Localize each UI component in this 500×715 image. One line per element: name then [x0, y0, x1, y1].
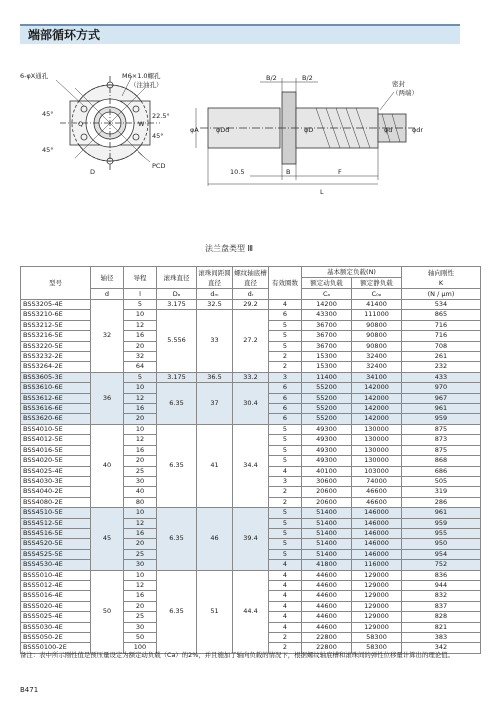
model-cell: BSS4040-2E [21, 487, 91, 497]
model-cell: BSS3232-2E [21, 352, 91, 362]
static-load-cell: 142000 [352, 383, 402, 393]
lead-cell: 16 [124, 445, 157, 455]
turns-cell: 5 [269, 320, 302, 330]
lead-cell: 12 [124, 393, 157, 403]
model-cell: BSS5050-2E [21, 633, 91, 643]
header-root: 螺纹轴底槽直径 [234, 268, 267, 287]
table-row [21, 300, 481, 310]
stiffness-cell: 959 [402, 414, 481, 424]
lead-cell: 30 [124, 476, 157, 486]
flange-type-caption: 法兰盘类型 Ⅲ [205, 244, 254, 253]
spec-table [20, 266, 481, 654]
technical-drawing [20, 56, 480, 256]
stiffness-cell: 716 [402, 331, 481, 341]
angle-label: 45° [152, 132, 164, 140]
dynamic-load-cell: 15300 [302, 362, 352, 372]
dynamic-load-cell: 51400 [302, 549, 352, 559]
lead-cell: 10 [124, 570, 157, 580]
stiffness-cell: 868 [402, 456, 481, 466]
static-load-cell: 129000 [352, 622, 402, 632]
static-load-cell: 58300 [352, 643, 402, 653]
model-cell: BSS3210-6E [21, 310, 91, 320]
turns-cell: 4 [269, 560, 302, 570]
turns-cell: 6 [269, 393, 302, 403]
lead-cell: 100 [124, 643, 157, 653]
turns-cell: 2 [269, 633, 302, 643]
turns-cell: 5 [269, 508, 302, 518]
turns-cell: 6 [269, 404, 302, 414]
l-label: L [320, 188, 324, 196]
phi-a-label: φA [190, 126, 199, 134]
phi-d-shaft-label: φd [384, 126, 393, 134]
pitch-circle-cell: 33 [197, 310, 233, 372]
footnote: 备注：表中所示刚性值是预压量设定为额定动负载（Ca）的2%，并且施加了轴向负载的情况下，根据螺纹轴底槽和滚珠间的弹性位移量计算出的理论值。 [20, 651, 454, 659]
turns-cell: 4 [269, 612, 302, 622]
model-cell: BSS3620-6E [21, 414, 91, 424]
turns-cell: 5 [269, 445, 302, 455]
stiffness-cell: 955 [402, 528, 481, 538]
stiffness-cell: 686 [402, 466, 481, 476]
static-load-cell: 130000 [352, 435, 402, 445]
dynamic-load-cell: 55200 [302, 383, 352, 393]
model-cell: BSS5010-4E [21, 570, 91, 580]
static-load-cell: 32400 [352, 362, 402, 372]
turns-cell: 3 [269, 476, 302, 486]
dynamic-load-cell: 51400 [302, 528, 352, 538]
header-dynamic: 额定动负载 [302, 278, 352, 289]
turns-cell: 5 [269, 331, 302, 341]
turns-cell: 4 [269, 591, 302, 601]
ball-diameter-cell: 3.175 [157, 300, 197, 310]
static-load-cell: 142000 [352, 414, 402, 424]
lead-cell: 16 [124, 404, 157, 414]
symbol-shaft: d [91, 289, 124, 300]
turns-cell: 5 [269, 539, 302, 549]
dynamic-load-cell: 49300 [302, 424, 352, 434]
pitch-circle-cell: 32.5 [197, 300, 233, 310]
static-load-cell: 90800 [352, 320, 402, 330]
lead-cell: 20 [124, 414, 157, 424]
stiffness-cell: 950 [402, 539, 481, 549]
stiffness-cell: 873 [402, 435, 481, 445]
symbol-lead: l [124, 289, 157, 300]
lead-cell: 25 [124, 612, 157, 622]
dynamic-load-cell: 44600 [302, 612, 352, 622]
symbol-ball: Dₐ [157, 289, 197, 300]
static-load-cell: 129000 [352, 601, 402, 611]
static-load-cell: 41400 [352, 300, 402, 310]
lead-cell: 12 [124, 320, 157, 330]
lead-cell: 20 [124, 539, 157, 549]
header-stiffness-symbol: K [438, 278, 444, 287]
model-cell: BSS5030-4E [21, 622, 91, 632]
lead-cell: 50 [124, 633, 157, 643]
turns-cell: 4 [269, 622, 302, 632]
model-cell: BSS3616-6E [21, 404, 91, 414]
pitch-circle-cell: 37 [197, 383, 233, 425]
model-cell: BSS4030-3E [21, 476, 91, 486]
lead-cell: 20 [124, 456, 157, 466]
lead-cell: 5 [124, 300, 157, 310]
lead-cell: 20 [124, 341, 157, 351]
lead-cell: 10 [124, 508, 157, 518]
static-load-cell: 146000 [352, 549, 402, 559]
lead-cell: 12 [124, 435, 157, 445]
model-cell: BSS4516-5E [21, 528, 91, 538]
dynamic-load-cell: 51400 [302, 508, 352, 518]
static-load-cell: 146000 [352, 508, 402, 518]
half-b-label: B/2 [266, 74, 277, 82]
turns-cell: 2 [269, 497, 302, 507]
table-row [21, 570, 481, 580]
shaft-diameter-cell: 32 [91, 300, 124, 373]
lead-cell: 30 [124, 622, 157, 632]
model-cell: BSS4512-5E [21, 518, 91, 528]
ball-diameter-cell: 6.35 [157, 383, 197, 425]
model-cell: BSS4016-5E [21, 445, 91, 455]
model-cell: BSS4010-5E [21, 424, 91, 434]
model-cell: BSS3612-6E [21, 393, 91, 403]
dynamic-load-cell: 44600 [302, 591, 352, 601]
stiffness-cell: 752 [402, 560, 481, 570]
stiffness-cell: 959 [402, 518, 481, 528]
dynamic-load-cell: 15300 [302, 352, 352, 362]
dynamic-load-cell: 30600 [302, 476, 352, 486]
f-label: F [338, 168, 342, 176]
symbol-root: dᵣ [233, 289, 269, 300]
lead-cell: 20 [124, 601, 157, 611]
pitch-circle-cell: 41 [197, 424, 233, 507]
ball-diameter-cell: 3.175 [157, 372, 197, 382]
static-load-cell: 103000 [352, 466, 402, 476]
stiffness-cell: 961 [402, 404, 481, 414]
lead-cell: 12 [124, 580, 157, 590]
header-stiffness [402, 267, 481, 289]
pitch-circle-cell: 46 [197, 508, 233, 570]
model-cell: BSS3212-5E [21, 320, 91, 330]
table-row [21, 372, 481, 382]
stiffness-cell: 342 [402, 643, 481, 653]
stiffness-cell: 875 [402, 424, 481, 434]
angle-label: 45° [42, 146, 54, 154]
header-pcd: 滚珠间距圆直径 [198, 268, 231, 287]
dynamic-load-cell: 51400 [302, 539, 352, 549]
table-row [21, 424, 481, 434]
stiffness-cell: 837 [402, 601, 481, 611]
model-cell: BSS4080-2E [21, 497, 91, 507]
stiffness-cell: 716 [402, 320, 481, 330]
stiffness-cell: 286 [402, 497, 481, 507]
turns-cell: 2 [269, 352, 302, 362]
thread-label: M6×1.0螺孔 [122, 72, 161, 80]
d-label: D [90, 168, 96, 176]
table-row [21, 310, 481, 320]
dynamic-load-cell: 44600 [302, 622, 352, 632]
turns-cell: 6 [269, 310, 302, 320]
lead-cell: 10 [124, 424, 157, 434]
model-cell: BSS4012-5E [21, 435, 91, 445]
page-number: B471 [20, 686, 39, 694]
header-turns: 有效圈数 [269, 267, 302, 300]
stiffness-cell: 828 [402, 612, 481, 622]
table-row [21, 508, 481, 518]
stiffness-cell: 505 [402, 476, 481, 486]
turns-cell: 4 [269, 580, 302, 590]
ball-diameter-cell: 5.556 [157, 310, 197, 372]
shaft-diameter-cell: 40 [91, 424, 124, 507]
dynamic-load-cell: 49300 [302, 435, 352, 445]
symbol-pcd: dₘ [197, 289, 233, 300]
angle-label: 22.5° [152, 112, 170, 120]
root-diameter-cell: 27.2 [233, 310, 269, 372]
lead-cell: 32 [124, 352, 157, 362]
lead-cell: 40 [124, 487, 157, 497]
turns-cell: 5 [269, 549, 302, 559]
static-load-cell: 34100 [352, 372, 402, 382]
turns-cell: 2 [269, 487, 302, 497]
dim-10-5-label: 10.5 [230, 168, 245, 176]
turns-cell: 3 [269, 372, 302, 382]
stiffness-cell: 836 [402, 570, 481, 580]
phi-dr-label: φdr [412, 126, 424, 134]
static-load-cell: 130000 [352, 456, 402, 466]
lead-cell: 25 [124, 549, 157, 559]
stiffness-cell: 944 [402, 580, 481, 590]
oil-hole-label: （注油孔） [130, 81, 163, 89]
stiffness-cell: 865 [402, 310, 481, 320]
static-load-cell: 129000 [352, 612, 402, 622]
header-static: 额定静负载 [352, 278, 402, 289]
lead-cell: 10 [124, 383, 157, 393]
static-load-cell: 58300 [352, 633, 402, 643]
static-load-cell: 74000 [352, 476, 402, 486]
symbol-stiffness: (N / μm) [402, 289, 481, 300]
dynamic-load-cell: 49300 [302, 456, 352, 466]
stiffness-cell: 383 [402, 633, 481, 643]
dynamic-load-cell: 44600 [302, 580, 352, 590]
dynamic-load-cell: 49300 [302, 445, 352, 455]
shaft-diameter-cell: 50 [91, 570, 124, 653]
static-load-cell: 46600 [352, 487, 402, 497]
header-lead: 导程 [124, 267, 157, 289]
dynamic-load-cell: 55200 [302, 414, 352, 424]
root-diameter-cell: 33.2 [233, 372, 269, 382]
stiffness-cell: 954 [402, 549, 481, 559]
dynamic-load-cell: 22800 [302, 633, 352, 643]
stiffness-cell: 967 [402, 393, 481, 403]
static-load-cell: 90800 [352, 341, 402, 351]
stiffness-cell: 875 [402, 445, 481, 455]
root-diameter-cell: 44.4 [233, 570, 269, 653]
static-load-cell: 129000 [352, 570, 402, 580]
dynamic-load-cell: 22800 [302, 643, 352, 653]
header-shaft: 轴径 [91, 267, 124, 289]
root-diameter-cell: 39.4 [233, 508, 269, 570]
static-load-cell: 129000 [352, 591, 402, 601]
header-model: 型号 [21, 267, 91, 300]
static-load-cell: 90800 [352, 331, 402, 341]
turns-cell: 5 [269, 435, 302, 445]
ball-diameter-cell: 6.35 [157, 570, 197, 653]
model-cell: BSS3220-5E [21, 341, 91, 351]
model-cell: BSS3610-6E [21, 383, 91, 393]
model-cell: BSS5025-4E [21, 612, 91, 622]
lead-cell: 80 [124, 497, 157, 507]
stiffness-cell: 821 [402, 622, 481, 632]
lead-cell: 25 [124, 466, 157, 476]
symbol-dynamic: Cₐ [302, 289, 352, 300]
static-load-cell: 146000 [352, 528, 402, 538]
model-cell: BSS5016-4E [21, 591, 91, 601]
stiffness-cell: 832 [402, 591, 481, 601]
static-load-cell: 142000 [352, 404, 402, 414]
dynamic-load-cell: 55200 [302, 404, 352, 414]
dynamic-load-cell: 36700 [302, 341, 352, 351]
angle-label: 45° [42, 110, 54, 118]
dynamic-load-cell: 20600 [302, 497, 352, 507]
static-load-cell: 146000 [352, 539, 402, 549]
dynamic-load-cell: 51400 [302, 518, 352, 528]
turns-cell: 2 [269, 643, 302, 653]
lead-cell: 5 [124, 372, 157, 382]
static-load-cell: 116000 [352, 560, 402, 570]
turns-cell: 6 [269, 383, 302, 393]
model-cell: BSS5020-4E [21, 601, 91, 611]
dynamic-load-cell: 43300 [302, 310, 352, 320]
pcd-label: PCD [152, 162, 166, 170]
dynamic-load-cell: 14200 [302, 300, 352, 310]
static-load-cell: 130000 [352, 424, 402, 434]
model-cell: BSS3216-5E [21, 331, 91, 341]
stiffness-cell: 261 [402, 352, 481, 362]
lead-cell: 12 [124, 518, 157, 528]
model-cell: BSS4510-5E [21, 508, 91, 518]
w-label: W [138, 120, 145, 128]
static-load-cell: 130000 [352, 445, 402, 455]
half-b-label: B/2 [302, 74, 313, 82]
lead-cell: 16 [124, 591, 157, 601]
static-load-cell: 146000 [352, 518, 402, 528]
turns-cell: 4 [269, 570, 302, 580]
ball-diameter-cell: 6.35 [157, 424, 197, 507]
header-ball: 滚珠直径 [157, 267, 197, 289]
model-cell: BSS5012-4E [21, 580, 91, 590]
pitch-circle-cell: 51 [197, 570, 233, 653]
turns-cell: 5 [269, 518, 302, 528]
stiffness-cell: 708 [402, 341, 481, 351]
turns-cell: 4 [269, 466, 302, 476]
lead-cell: 64 [124, 362, 157, 372]
stiffness-cell: 232 [402, 362, 481, 372]
model-cell: BSS4020-5E [21, 456, 91, 466]
phi-d-label: φD [304, 126, 314, 134]
dynamic-load-cell: 36700 [302, 331, 352, 341]
seal-note-label: （两端） [392, 89, 418, 97]
seal-label: 密封 [392, 80, 405, 88]
table-row [21, 383, 481, 393]
model-cell: BSS3605-3E [21, 372, 91, 382]
dynamic-load-cell: 36700 [302, 320, 352, 330]
model-cell: BSS3264-2E [21, 362, 91, 372]
stiffness-cell: 433 [402, 372, 481, 382]
turns-cell: 5 [269, 528, 302, 538]
turns-cell: 5 [269, 424, 302, 434]
stiffness-cell: 961 [402, 508, 481, 518]
dynamic-load-cell: 44600 [302, 601, 352, 611]
static-load-cell: 129000 [352, 580, 402, 590]
dynamic-load-cell: 41800 [302, 560, 352, 570]
phi-dd-label: φDd [216, 126, 230, 134]
header-load: 基本额定负载(N) [302, 267, 402, 278]
turns-cell: 6 [269, 414, 302, 424]
b-label: B [286, 168, 291, 176]
model-cell: BSS4525-5E [21, 549, 91, 559]
dynamic-load-cell: 44600 [302, 570, 352, 580]
header-stiffness-label: 轴向刚性 [428, 268, 454, 277]
spec-table-body [21, 300, 481, 654]
section-title: 端部循环方式 [20, 24, 460, 44]
shaft-diameter-cell: 36 [91, 372, 124, 424]
static-load-cell: 46600 [352, 497, 402, 507]
lead-cell: 16 [124, 331, 157, 341]
dynamic-load-cell: 20600 [302, 487, 352, 497]
shaft-diameter-cell: 45 [91, 508, 124, 570]
q-label: Q [78, 120, 84, 128]
lead-cell: 16 [124, 528, 157, 538]
root-diameter-cell: 34.4 [233, 424, 269, 507]
dynamic-load-cell: 40100 [302, 466, 352, 476]
turns-cell: 5 [269, 456, 302, 466]
root-diameter-cell: 29.2 [233, 300, 269, 310]
symbol-static: C₀ₐ [352, 289, 402, 300]
stiffness-cell: 970 [402, 383, 481, 393]
model-cell: BSS50100-2E [21, 643, 91, 653]
pitch-circle-cell: 36.5 [197, 372, 233, 382]
turns-cell: 5 [269, 341, 302, 351]
holes-label: 6-φX通孔 [20, 72, 49, 80]
static-load-cell: 111000 [352, 310, 402, 320]
ball-diameter-cell: 6.35 [157, 508, 197, 570]
lead-cell: 10 [124, 310, 157, 320]
turns-cell: 4 [269, 300, 302, 310]
dynamic-load-cell: 11400 [302, 372, 352, 382]
model-cell: BSS4520-5E [21, 539, 91, 549]
model-cell: BSS4530-4E [21, 560, 91, 570]
model-cell: BSS3205-4E [21, 300, 91, 310]
turns-cell: 4 [269, 601, 302, 611]
static-load-cell: 142000 [352, 393, 402, 403]
static-load-cell: 32400 [352, 352, 402, 362]
stiffness-cell: 319 [402, 487, 481, 497]
root-diameter-cell: 30.4 [233, 383, 269, 425]
turns-cell: 2 [269, 362, 302, 372]
dynamic-load-cell: 55200 [302, 393, 352, 403]
lead-cell: 30 [124, 560, 157, 570]
model-cell: BSS4025-4E [21, 466, 91, 476]
stiffness-cell: 534 [402, 300, 481, 310]
